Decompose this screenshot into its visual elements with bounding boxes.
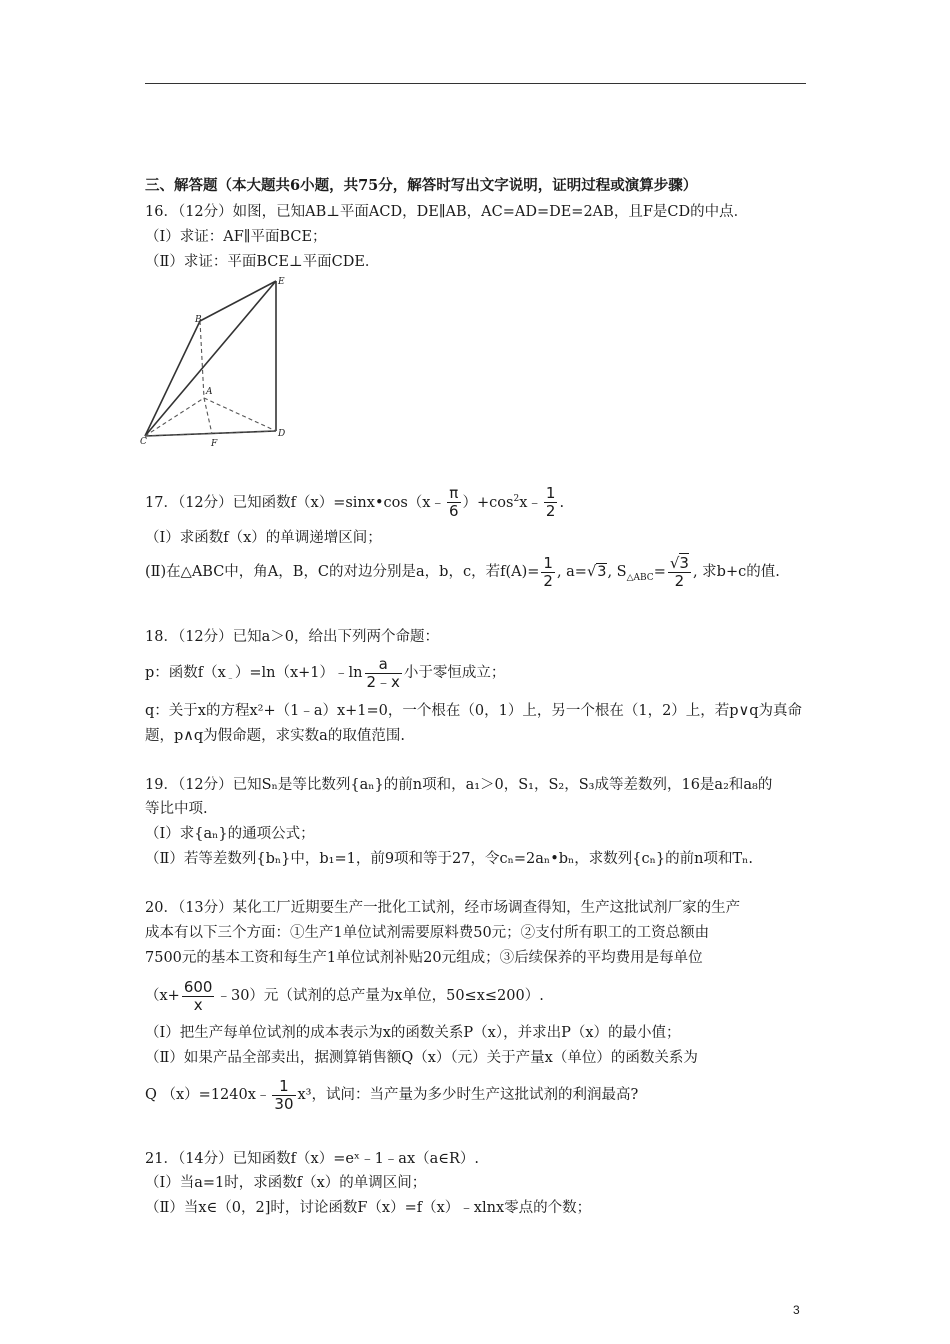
q19-part2: （Ⅱ）若等差数列{bₙ}中，b₁=1，前9项和等于27，令cₙ=2aₙ•bₙ，求数列{cₙ}的前n项和Tₙ. [145, 851, 754, 867]
q17-part2 [145, 552, 780, 598]
q17-s-den: 2 [674, 571, 685, 590]
q18-p [145, 653, 505, 699]
q17-sq: 2 [513, 494, 520, 504]
q20-q-den: 30 [274, 1094, 294, 1113]
label-a: A [206, 387, 213, 397]
label-e: E [278, 277, 285, 287]
q20-frac [182, 979, 215, 1014]
edge-ce [145, 281, 276, 436]
q17-pi-frac [447, 485, 461, 520]
q17-fa-den: 2 [543, 571, 553, 590]
q18-p-mid: ）=ln（x+1）﹣ln [234, 665, 363, 681]
edge-af [204, 398, 212, 434]
q20-q-frac [272, 1078, 295, 1113]
q21-part1: （Ⅰ）当a=1时，求函数f（x）的单调区间； [145, 1175, 427, 1191]
q20-frac-num: 600 [183, 977, 213, 996]
q17-half-num: 1 [545, 484, 556, 503]
q19-line1: 19．（12分）已知Sₙ是等比数列{aₙ}的前n项和，a₁＞0，S₁，S₂，S₃成等差数列，16是a₂和a₈的 [145, 777, 773, 793]
q20-q-pre: Q （x）=1240x﹣ [145, 1087, 271, 1103]
q18-p-pre: p：函数f（x [145, 665, 226, 681]
q17-stem-mid2: x﹣ [519, 494, 542, 511]
q20-line2: 成本有以下三个方面：①生产1单位试剂需要原料费50元；②支付所有职工的工资总额由 [145, 925, 710, 941]
q20-f-pre: （x+ [145, 988, 180, 1004]
q17-p2-b: , a= [556, 564, 587, 580]
page-number: 3 [793, 1303, 800, 1317]
q17-stem [145, 479, 564, 523]
q21-stem: 21．（14分）已知函数f（x）=eˣ﹣1﹣ax（a∈R）. [145, 1151, 480, 1167]
q17-stem-mid: ）+cos [462, 494, 514, 511]
edge-ba [200, 321, 204, 398]
q20-q-post: x³，试问：当产量为多少时生产这批试剂的利润最高? [297, 1087, 639, 1103]
q17-root: 3 [597, 564, 607, 580]
q20-f-post: ﹣30）元（试剂的总产量为x单位，50≤x≤200）. [216, 988, 544, 1004]
geometry-figure [140, 276, 300, 456]
q18-frac-num: a [365, 656, 402, 674]
q16-stem: 16．（12分）如图，已知AB⊥平面ACD，DE∥AB，AC=AD=DE=2AB，且F是CD的中点． [145, 204, 749, 220]
q17-part1: （Ⅰ）求函数f（x）的单调递增区间； [145, 530, 382, 546]
edge-ad [204, 398, 276, 431]
label-d: D [278, 429, 286, 439]
q17-p2-d: = [653, 564, 666, 580]
q17-pi-num: π [447, 485, 461, 503]
q17-fa-num: 1 [543, 553, 553, 572]
q16-part1: （Ⅰ）求证：AF∥平面BCE； [145, 229, 327, 245]
q17-s-frac [668, 555, 691, 590]
q18-frac [365, 656, 402, 691]
q18-stem: 18．（12分）已知a＞0，给出下列两个命题： [145, 629, 440, 645]
q17-stem-pre: 17．（12分）已知函数f（x）=sinx•cos（x﹣ [145, 494, 445, 511]
q20-part1: （Ⅰ）把生产每单位试剂的成本表示为x的函数关系P（x），并求出P（x）的最小值； [145, 1025, 681, 1041]
q21-part2: （Ⅱ）当x∈（0，2]时，讨论函数F（x）=f（x）﹣xlnx零点的个数； [145, 1200, 592, 1216]
section-title: 三、解答题（本大题共6小题，共75分，解答时写出文字说明，证明过程或演算步骤） [145, 177, 698, 194]
q20-line1: 20．（13分）某化工厂近期要生产一批化工试剂，经市场调查得知，生产这批试剂厂家的生产 [145, 900, 741, 916]
q20-formula [145, 976, 544, 1016]
q17-p2-e: , 求b+c的值. [692, 564, 780, 580]
label-b: B [195, 315, 202, 325]
q20-q-formula [145, 1075, 638, 1115]
q17-stem-end: . [559, 494, 565, 511]
q18-q-line1: q：关于x的方程x²+（1﹣a）x+1=0，一个根在（0，1）上，另一个根在（1，2）上，若p∨q为真命 [145, 703, 802, 719]
q17-p2-sub: △ABC [626, 572, 654, 583]
q16-part2: （Ⅱ）求证：平面BCE⊥平面CDE． [145, 254, 380, 270]
q18-p-sub: ﹣ [225, 673, 235, 684]
q20-line3: 7500元的基本工资和每生产1单位试剂补贴20元组成；③后续保养的平均费用是每单位 [145, 950, 703, 966]
q17-half-frac [544, 485, 558, 520]
q20-frac-den: x [193, 995, 203, 1014]
q19-line2: 等比中项. [145, 801, 208, 817]
edge-cb [145, 321, 200, 436]
q18-frac-den: 2﹣x [366, 672, 400, 691]
label-f: F [211, 439, 218, 449]
q18-p-end: 小于零恒成立； [403, 665, 506, 681]
q17-p2-a: (Ⅱ)在△ABC中，角A，B，C的对边分别是a，b，c，若f(A)= [145, 564, 540, 580]
q17-fa-frac [541, 555, 555, 590]
q17-pi-den: 6 [448, 502, 459, 521]
q17-p2-c: , S [607, 564, 627, 580]
q18-q-line2: 题，p∧q为假命题，求实数a的取值范围. [145, 728, 405, 744]
header-rule [145, 83, 806, 84]
q17-sqrt3: √3 [586, 564, 607, 580]
edge-be [200, 281, 276, 321]
q17-s-num-val: 3 [679, 553, 689, 572]
q17-half-den: 2 [545, 502, 556, 521]
q20-part2: （Ⅱ）如果产品全部卖出，据测算销售额Q（x）（元）关于产量x（单位）的函数关系为 [145, 1050, 698, 1066]
q20-q-num: 1 [272, 1078, 295, 1096]
q17-s-num: √3 [669, 553, 689, 572]
q19-part1: （Ⅰ）求{aₙ}的通项公式； [145, 826, 315, 842]
label-c: C [140, 437, 147, 447]
